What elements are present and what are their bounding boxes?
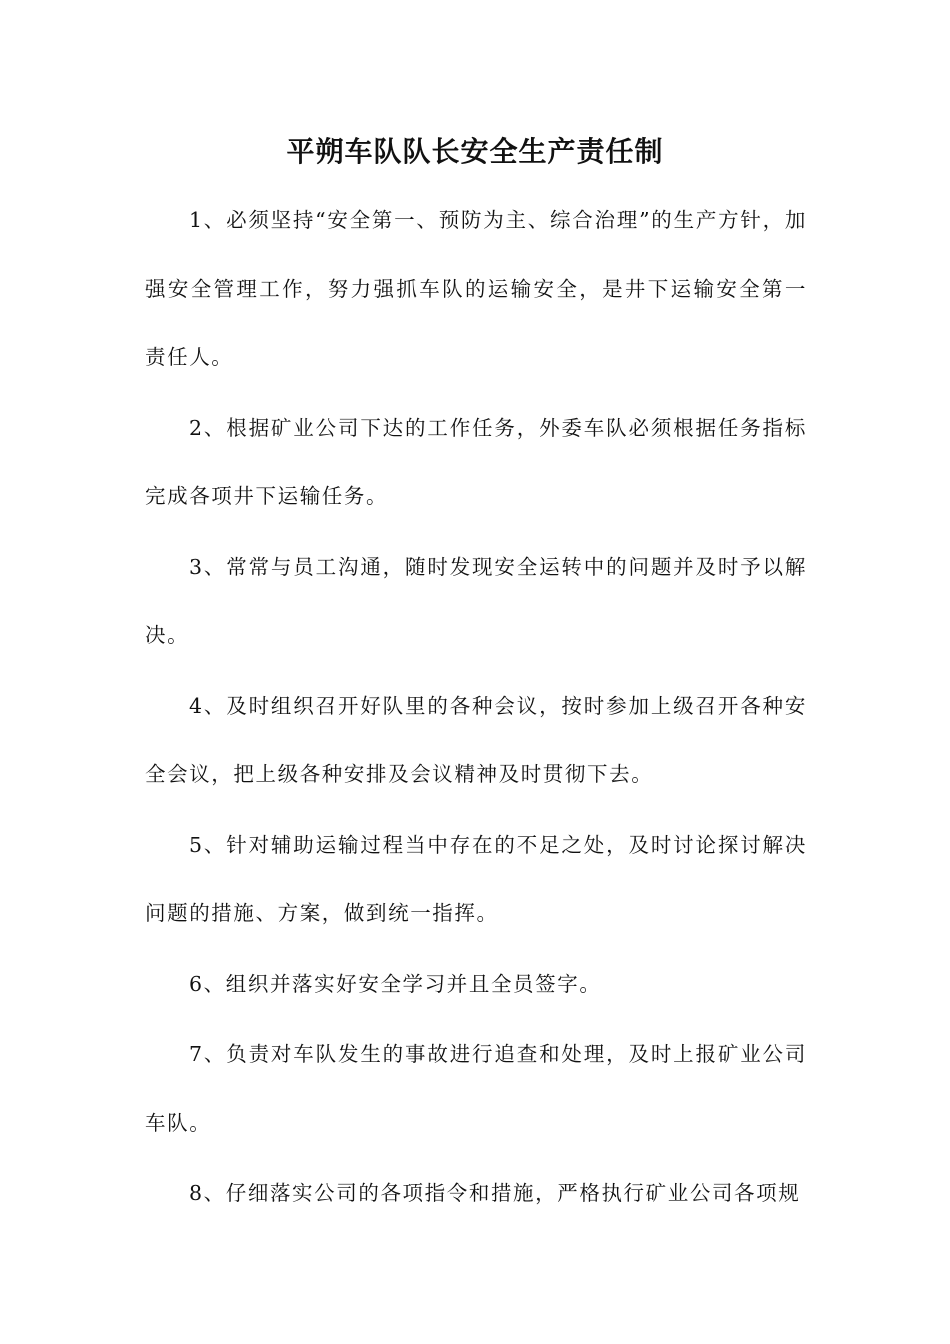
paragraph-7: 7、负责对车队发生的事故进行追查和处理，及时上报矿业公司车队。 [145,1042,807,1135]
paragraph-2: 2、根据矿业公司下达的工作任务，外委车队必须根据任务指标完成各项井下运输任务。 [145,415,807,508]
paragraph-1: 1、必须坚持“安全第一、预防为主、综合治理”的生产方针，加强安全管理工作，努力强抓车队的运输安全，是井下运输安全第一责任人。 [145,208,807,369]
document-title: 平朔车队队长安全生产责任制 [286,135,664,168]
paragraph-4: 4、及时组织召开好队里的各种会议，按时参加上级召开各种安全会议，把上级各种安排及会议精神及时贯彻下去。 [145,693,807,786]
paragraph-8: 8、仔细落实公司的各项指令和措施，严格执行矿业公司各项规 [189,1181,801,1205]
document-body [145,186,807,1230]
paragraph-6: 6、组织并落实好安全学习并且全员签字。 [189,971,602,996]
paragraph-3: 3、常常与员工沟通，随时发现安全运转中的问题并及时予以解决。 [145,554,807,647]
paragraph-5: 5、针对辅助运输过程当中存在的不足之处，及时讨论探讨解决问题的措施、方案，做到统一指挥。 [145,832,807,925]
